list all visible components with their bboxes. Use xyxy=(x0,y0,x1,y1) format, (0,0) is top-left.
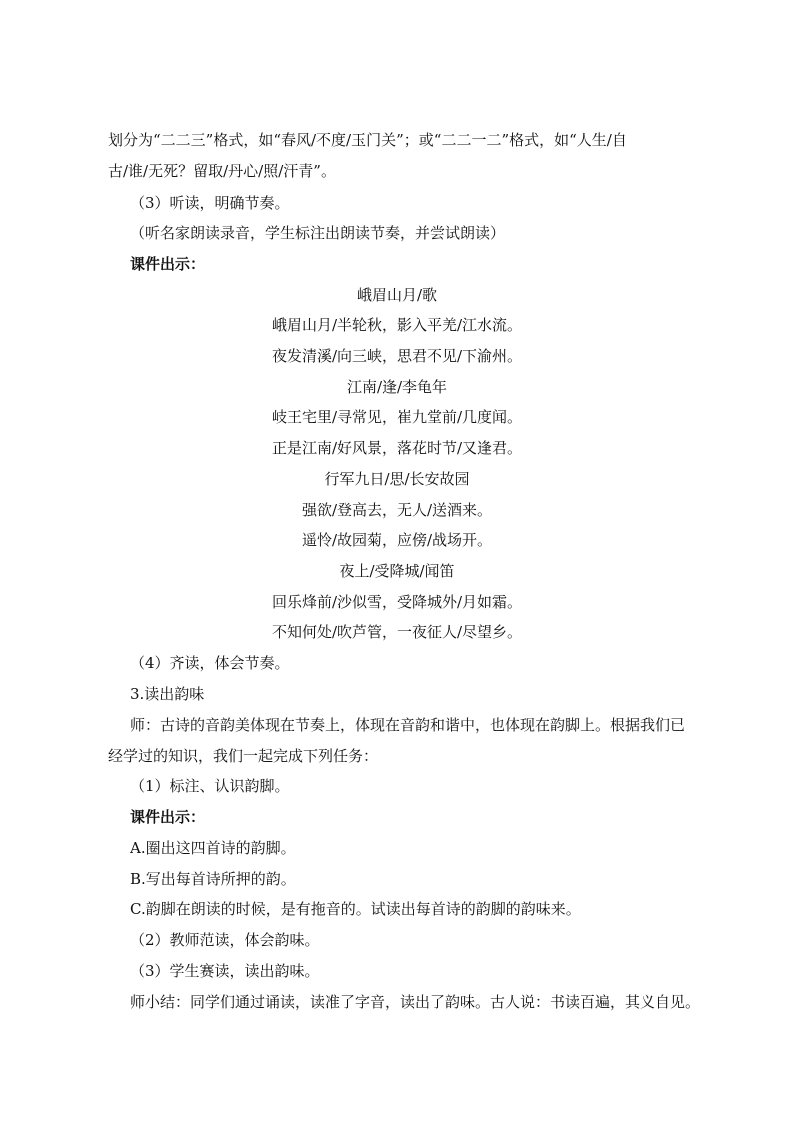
step-3-note: （听名家朗读录音，学生标注出朗读节奏，并尝试朗读） xyxy=(130,224,506,242)
poem-title: 夜上/受降城/闻笛 xyxy=(339,562,455,580)
poem-line: 岐王宅里/寻常见，崔九堂前/几度闻。 xyxy=(271,408,523,426)
poem-title: 峨眉山月/歌 xyxy=(356,286,438,304)
step-4-heading: （4）齐读，体会节奏。 xyxy=(130,654,290,672)
paragraph-line: 古/谁/无死？留取/丹心/照/汗青”。 xyxy=(108,162,336,180)
courseware-label: 课件出示： xyxy=(130,808,206,826)
teacher-paragraph-line: 经学过的知识，我们一起完成下列任务： xyxy=(108,747,379,765)
teacher-paragraph-line: 师：古诗的音韵美体现在节奏上，体现在音韵和谐中，也体现在韵脚上。根据我们已 xyxy=(130,716,686,734)
poem-line: 遥怜/故园菊，应傍/战场开。 xyxy=(301,531,493,549)
section-3-heading: 3.读出韵味 xyxy=(130,685,205,703)
task-3: （3）学生赛读，读出韵味。 xyxy=(130,962,320,980)
item-c: C.韵脚在朗读的时候，是有拖音的。试读出每首诗的韵脚的韵味来。 xyxy=(130,900,581,918)
task-1: （1）标注、认识韵脚。 xyxy=(130,777,290,795)
poem-line: 峨眉山月/半轮秋，影入平羌/江水流。 xyxy=(271,316,523,334)
poem-line: 夜发清溪/向三峡，思君不见/下渝州。 xyxy=(271,347,523,365)
poem-line: 不知何处/吹芦管，一夜征人/尽望乡。 xyxy=(271,623,523,641)
item-a: A.圈出这四首诗的韵脚。 xyxy=(130,839,296,857)
item-b: B.写出每首诗所押的韵。 xyxy=(130,870,296,888)
summary-line: 师小结：同学们通过诵读，读准了字音，读出了韵味。古人说：书读百遍，其义自见。 xyxy=(130,993,701,1011)
step-3-heading: （3）听读，明确节奏。 xyxy=(130,194,290,212)
paragraph-line: 划分为“二二三”格式，如“春风/不度/玉门关”；或“二二一二”格式，如“人生/自 xyxy=(108,131,627,149)
poem-title: 行军九日/思/长安故园 xyxy=(324,470,470,488)
poem-line: 正是江南/好风景，落花时节/又逢君。 xyxy=(271,439,523,457)
poem-line: 回乐烽前/沙似雪，受降城外/月如霜。 xyxy=(271,593,523,611)
poem-title: 江南/逢/李龟年 xyxy=(346,378,448,396)
task-2: （2）教师范读，体会韵味。 xyxy=(130,931,320,949)
courseware-label: 课件出示： xyxy=(130,255,206,273)
poem-line: 强欲/登高去，无人/送酒来。 xyxy=(301,501,493,519)
